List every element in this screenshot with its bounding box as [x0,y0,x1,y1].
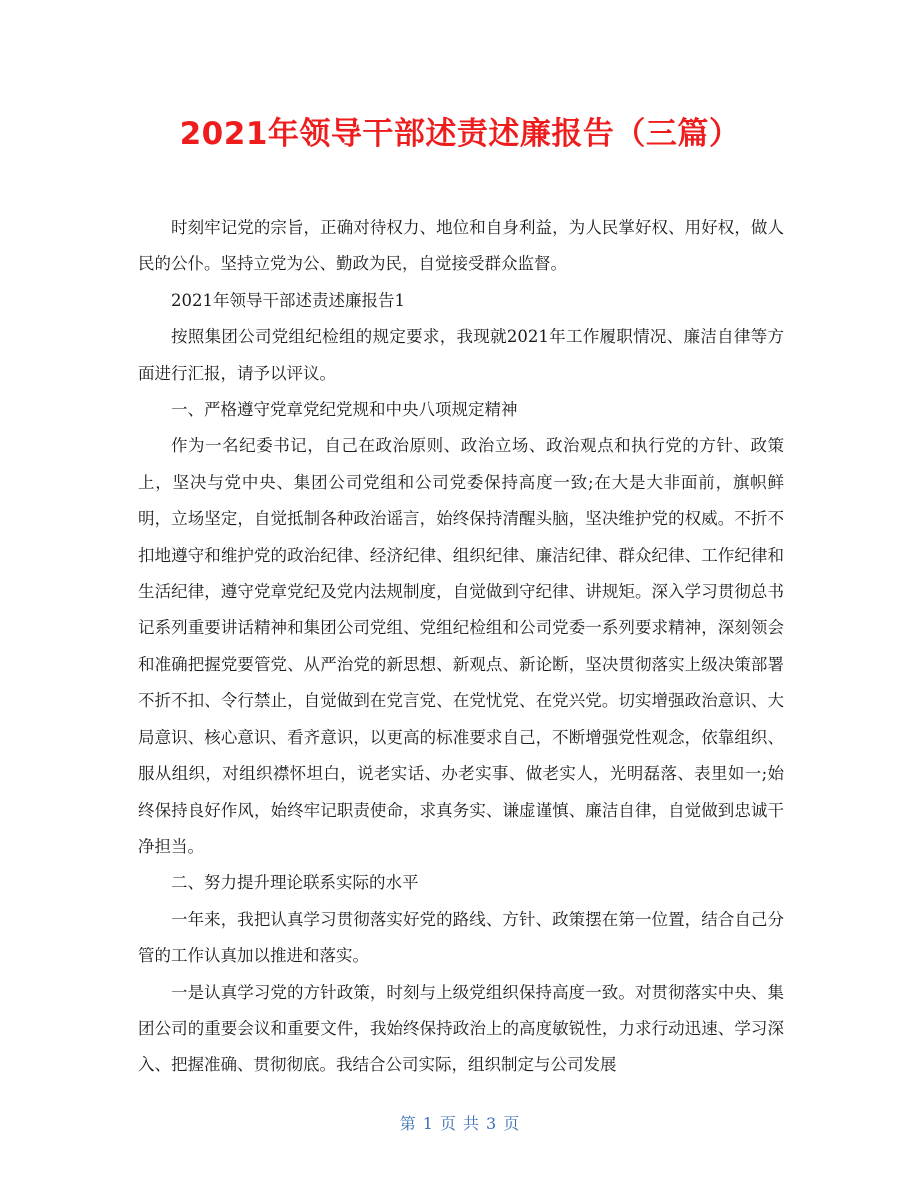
page-footer [0,1113,920,1135]
footer-suffix: 页 [503,1114,521,1133]
paragraph-opening: 按照集团公司党组纪检组的规定要求，我现就2021年工作履职情况、廉洁自律等方面进行汇报，请予以评议。 [138,327,784,383]
paragraph-intro: 时刻牢记党的宗旨，正确对待权力、地位和自身利益，为人民掌好权、用好权，做人民的公仆。坚持立党为公、勤政为民，自觉接受群众监督。 [138,218,784,274]
paragraph-section-2-point-1: 一是认真学习党的方针政策，时刻与上级党组织保持高度一致。对贯彻落实中央、集团公司的重要会议和重要文件，我始终保持政治上的高度敏锐性，力求行动迅速、学习深入、把握准确、贯彻彻底。我结合公司实际，组织制定与公司发展 [138,982,784,1075]
report-subtitle: 2021年领导干部述责述廉报告1 [171,290,405,310]
paragraph-section-2-intro: 一年来，我把认真学习贯彻落实好党的路线、方针、政策摆在第一位置，结合自己分管的工作认真加以推进和落实。 [138,909,784,966]
document-title: 2021年领导干部述责述廉报告（三篇） [179,116,741,152]
section-heading-2: 二、努力提升理论联系实际的水平 [171,873,419,893]
section-heading-1: 一、严格遵守党章党纪党规和中央八项规定精神 [171,400,518,420]
footer-total-pages: 3 [486,1114,498,1133]
footer-middle: 页 共 [439,1114,481,1133]
footer-prefix: 第 [399,1114,417,1133]
paragraph-section-1: 作为一名纪委书记，自己在政治原则、政治立场、政治观点和执行党的方针、政策上，坚决与党中央、集团公司党组和公司党委保持高度一致;在大是大非面前，旗帜鲜明，立场坚定，自觉抵制各种政治谣言，始终保持清醒头脑，坚决维护党的权威。不折不扣地遵守和维护党的政治纪律、经济纪律、组织纪律、廉洁纪律、群众纪律、工作纪律和生活纪律，遵守党章党纪及党内法规制度，自觉做到守纪律、讲规矩。深入学习贯彻总书记系列重要讲话精神和集团公司党组、党组纪检组和公司党委一系列要求精神，深刻领会和准确把握党要管党、从严治党的新思想、新观点、新论断，坚决贯彻落实上级决策部署不折不扣、令行禁止，自觉做到在党言党、在党忧党、在党兴党。切实增强政治意识、大局意识、核心意识、看齐意识，以更高的标准要求自己，不断增强党性观念，依靠组织、服从组织，对组织襟怀坦白，说老实话、办老实事、做老实人，光明磊落、表里如一;始终保持良好作风，始终牢记职责使命，求真务实、谦虚谨慎、廉洁自律，自觉做到忠诚干净担当。 [138,436,784,856]
document-body [138,210,784,1084]
footer-page-number: 1 [422,1114,434,1133]
